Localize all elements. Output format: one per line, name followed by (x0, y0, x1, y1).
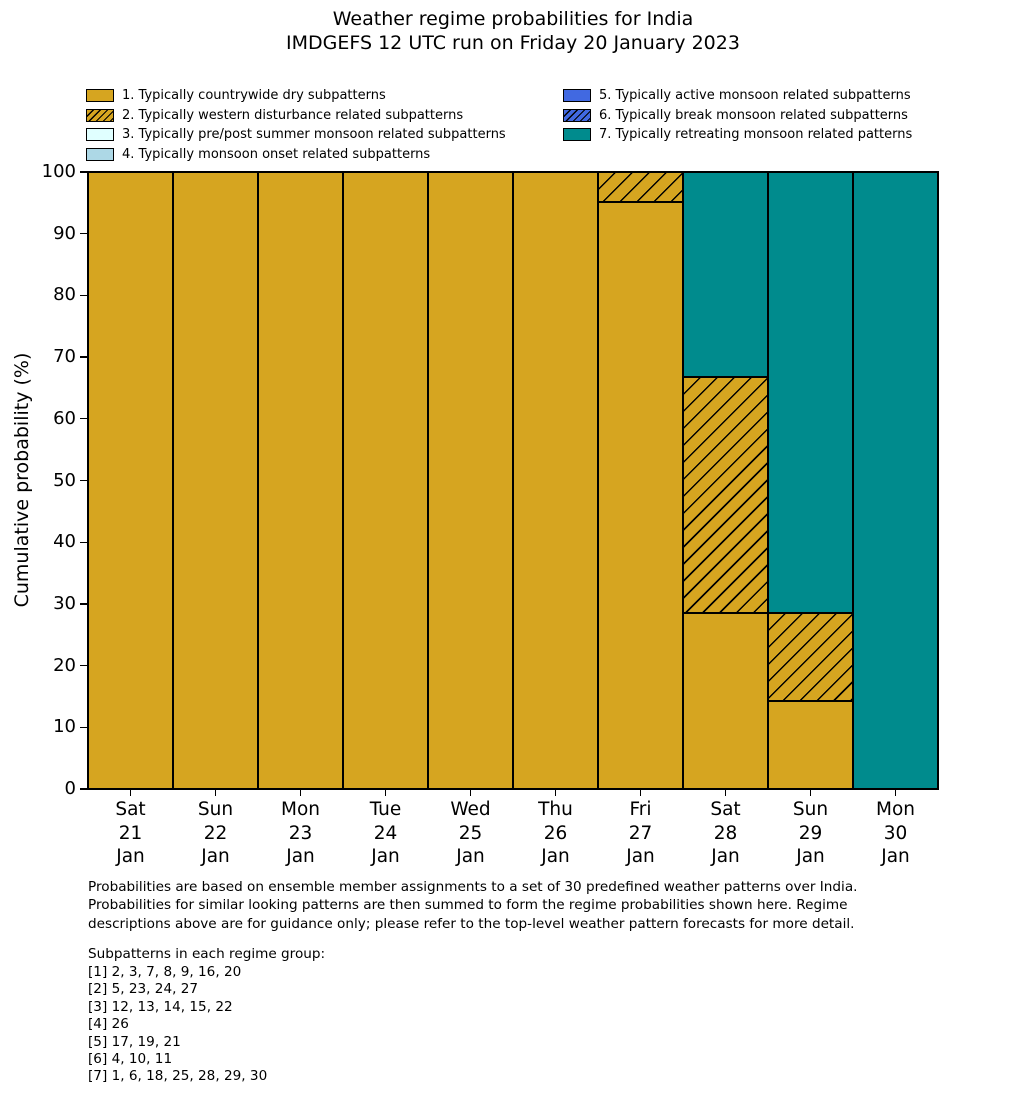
bar-segment-regime-7 (853, 172, 938, 789)
x-tick-label-fri-27-jan (598, 798, 683, 869)
bar-mon-30-jan (853, 172, 938, 789)
bar-segment-regime-2 (598, 172, 683, 202)
x-tick-label-wed-25-jan (428, 798, 513, 869)
bar-wed-25-jan (428, 172, 513, 789)
legend-label-regime-5: 5. Typically active monsoon related subpatterns (599, 88, 911, 104)
footer-paragraph-line2: Probabilities for similar looking patterns are then summed to form the regime probabilities shown here. Regime (88, 897, 848, 914)
x-tick-label-line3: Jan (881, 846, 910, 867)
chart-title-line1: Weather regime probabilities for India (332, 8, 694, 30)
y-tick-label-50: 50 (53, 469, 76, 491)
x-tick-label-line2: 27 (628, 822, 653, 844)
bar-tue-24-jan (343, 172, 428, 789)
y-tick-label-60: 60 (53, 407, 76, 429)
x-tick-label-line1: Sun (792, 799, 829, 820)
bar-mon-23-jan (258, 172, 343, 789)
x-tick-label-line1: Fri (629, 799, 652, 820)
bar-segment-regime-1 (683, 613, 768, 789)
y-tick-label-90: 90 (53, 222, 76, 244)
bar-segment-regime-1 (768, 701, 853, 789)
x-tick-mon-30-jan (895, 789, 896, 796)
y-tick-10 (80, 727, 87, 728)
footer-paragraph-line1: Probabilities are based on ensemble member assignments to a set of 30 predefined weather patterns over India. (88, 879, 858, 895)
subpattern-group-4: [4] 26 (88, 1016, 129, 1033)
x-tick-label-line2: 29 (798, 822, 823, 844)
legend-item-regime-2 (86, 106, 506, 126)
bar-segment-regime-1 (343, 172, 428, 789)
y-axis-label: Cumulative probability (%) (11, 352, 33, 608)
bar-segment-regime-1 (513, 172, 598, 789)
x-tick-label-sat-21-jan (88, 798, 173, 869)
x-tick-sat-28-jan (725, 789, 726, 796)
x-tick-label-line3: Jan (541, 846, 570, 867)
y-tick-label-20: 20 (53, 654, 76, 676)
bar-segment-regime-1 (173, 172, 258, 789)
x-tick-label-line3: Jan (796, 846, 825, 867)
x-tick-label-line2: 25 (458, 822, 483, 844)
x-tick-label-thu-26-jan (513, 798, 598, 869)
y-tick-20 (80, 665, 87, 666)
bar-sun-22-jan (173, 172, 258, 789)
legend-item-regime-1 (86, 86, 506, 106)
y-tick-0 (80, 788, 87, 789)
x-tick-label-line3: Jan (371, 846, 400, 867)
chart-title-line2: IMDGEFS 12 UTC run on Friday 20 January 2023 (286, 32, 740, 54)
bar-sat-21-jan (88, 172, 173, 789)
bar-sun-29-jan (768, 172, 853, 789)
y-tick-30 (80, 603, 87, 604)
bar-segment-regime-7 (768, 172, 853, 613)
y-tick-label-100: 100 (41, 161, 76, 182)
bar-thu-26-jan (513, 172, 598, 789)
x-tick-mon-23-jan (300, 789, 301, 796)
y-tick-60 (80, 418, 87, 419)
y-tick-90 (80, 233, 87, 234)
x-tick-label-sun-29-jan (768, 798, 853, 869)
x-tick-label-sat-28-jan (683, 798, 768, 869)
subpattern-group-7: [7] 1, 6, 18, 25, 28, 29, 30 (88, 1068, 268, 1085)
x-tick-label-mon-23-jan (258, 798, 343, 869)
subpatterns-title: Subpatterns in each regime group: (88, 946, 326, 962)
x-tick-sun-22-jan (215, 789, 216, 796)
y-tick-label-40: 40 (53, 531, 76, 553)
legend-item-regime-3 (86, 125, 506, 145)
x-tick-label-line2: 21 (118, 822, 143, 844)
legend-column-right (563, 86, 912, 145)
x-tick-sat-21-jan (130, 789, 131, 796)
y-tick-label-10: 10 (53, 716, 76, 738)
x-tick-label-line1: Thu (538, 799, 573, 820)
x-tick-label-tue-24-jan (343, 798, 428, 869)
legend-label-regime-1: 1. Typically countrywide dry subpatterns (122, 88, 386, 104)
subpattern-group-6: [6] 4, 10, 11 (88, 1051, 173, 1068)
bar-segment-regime-2 (768, 613, 853, 701)
x-tick-label-line2: 28 (713, 822, 738, 844)
legend-item-regime-5 (563, 86, 912, 106)
footer-paragraph-line3: descriptions above are for guidance only; please refer to the top-level weather pattern forecasts for more detail. (88, 915, 855, 932)
y-tick-50 (80, 480, 87, 481)
y-tick-label-0: 0 (64, 778, 76, 799)
x-tick-label-line2: 23 (288, 822, 313, 844)
legend-item-regime-4 (86, 145, 506, 165)
legend-label-regime-2: 2. Typically western disturbance related subpatterns (122, 107, 464, 123)
x-tick-label-sun-22-jan (173, 798, 258, 869)
legend-swatch-regime-2 (86, 109, 114, 122)
x-tick-label-line2: 24 (373, 822, 398, 844)
legend-item-regime-7 (563, 125, 912, 145)
bar-sat-28-jan (683, 172, 768, 789)
legend-swatch-regime-5 (563, 89, 591, 102)
x-tick-label-line3: Jan (626, 846, 655, 867)
legend-swatch-regime-3 (86, 128, 114, 141)
x-tick-label-line3: Jan (286, 846, 315, 867)
y-tick-70 (80, 356, 87, 357)
x-tick-label-mon-30-jan (853, 798, 938, 869)
x-tick-label-line2: 30 (883, 822, 908, 844)
legend-swatch-regime-6 (563, 109, 591, 122)
bar-fri-27-jan (598, 172, 683, 789)
subpatterns-list (88, 964, 267, 1086)
legend-label-regime-7: 7. Typically retreating monsoon related patterns (599, 127, 913, 143)
x-tick-label-line1: Sat (710, 799, 741, 820)
subpattern-group-5: [5] 17, 19, 21 (88, 1033, 181, 1050)
x-tick-wed-25-jan (470, 789, 471, 796)
x-tick-label-line1: Mon (875, 799, 915, 820)
subpattern-group-2: [2] 5, 23, 24, 27 (88, 981, 199, 998)
bar-segment-regime-2 (683, 377, 768, 612)
x-tick-label-line1: Mon (280, 799, 320, 820)
chart-title (0, 7, 1026, 55)
legend-label-regime-4: 4. Typically monsoon onset related subpatterns (122, 147, 431, 163)
legend-swatch-regime-7 (563, 128, 591, 141)
y-tick-label-80: 80 (53, 284, 76, 306)
x-tick-label-line1: Wed (450, 799, 491, 820)
x-tick-sun-29-jan (810, 789, 811, 796)
x-axis (88, 789, 938, 879)
x-tick-tue-24-jan (385, 789, 386, 796)
y-tick-100 (80, 171, 87, 172)
y-tick-80 (80, 295, 87, 296)
subpattern-group-1: [1] 2, 3, 7, 8, 9, 16, 20 (88, 964, 242, 980)
legend-swatch-regime-4 (86, 148, 114, 161)
x-tick-fri-27-jan (640, 789, 641, 796)
x-tick-thu-26-jan (555, 789, 556, 796)
y-tick-40 (80, 542, 87, 543)
legend-label-regime-6: 6. Typically break monsoon related subpatterns (599, 107, 908, 123)
x-tick-label-line1: Tue (369, 799, 402, 820)
bar-segment-regime-1 (428, 172, 513, 789)
footer-paragraph (88, 878, 857, 933)
x-tick-label-line2: 26 (543, 822, 568, 844)
x-tick-label-line3: Jan (116, 846, 145, 867)
x-tick-label-line1: Sun (197, 799, 234, 820)
x-tick-label-line3: Jan (711, 846, 740, 867)
legend-label-regime-3: 3. Typically pre/post summer monsoon related subpatterns (122, 127, 506, 143)
plot-area (87, 171, 939, 790)
bar-segment-regime-1 (258, 172, 343, 789)
bar-segment-regime-1 (598, 202, 683, 789)
legend-column-left (86, 86, 506, 164)
y-tick-label-30: 30 (53, 592, 76, 614)
legend-swatch-regime-1 (86, 89, 114, 102)
x-tick-label-line1: Sat (115, 799, 146, 820)
x-tick-label-line3: Jan (456, 846, 485, 867)
y-tick-label-70: 70 (53, 346, 76, 368)
x-tick-label-line2: 22 (203, 822, 228, 844)
bar-segment-regime-1 (88, 172, 173, 789)
legend-item-regime-6 (563, 106, 912, 126)
subpattern-group-3: [3] 12, 13, 14, 15, 22 (88, 998, 233, 1015)
bar-segment-regime-7 (683, 172, 768, 377)
x-tick-label-line3: Jan (201, 846, 230, 867)
